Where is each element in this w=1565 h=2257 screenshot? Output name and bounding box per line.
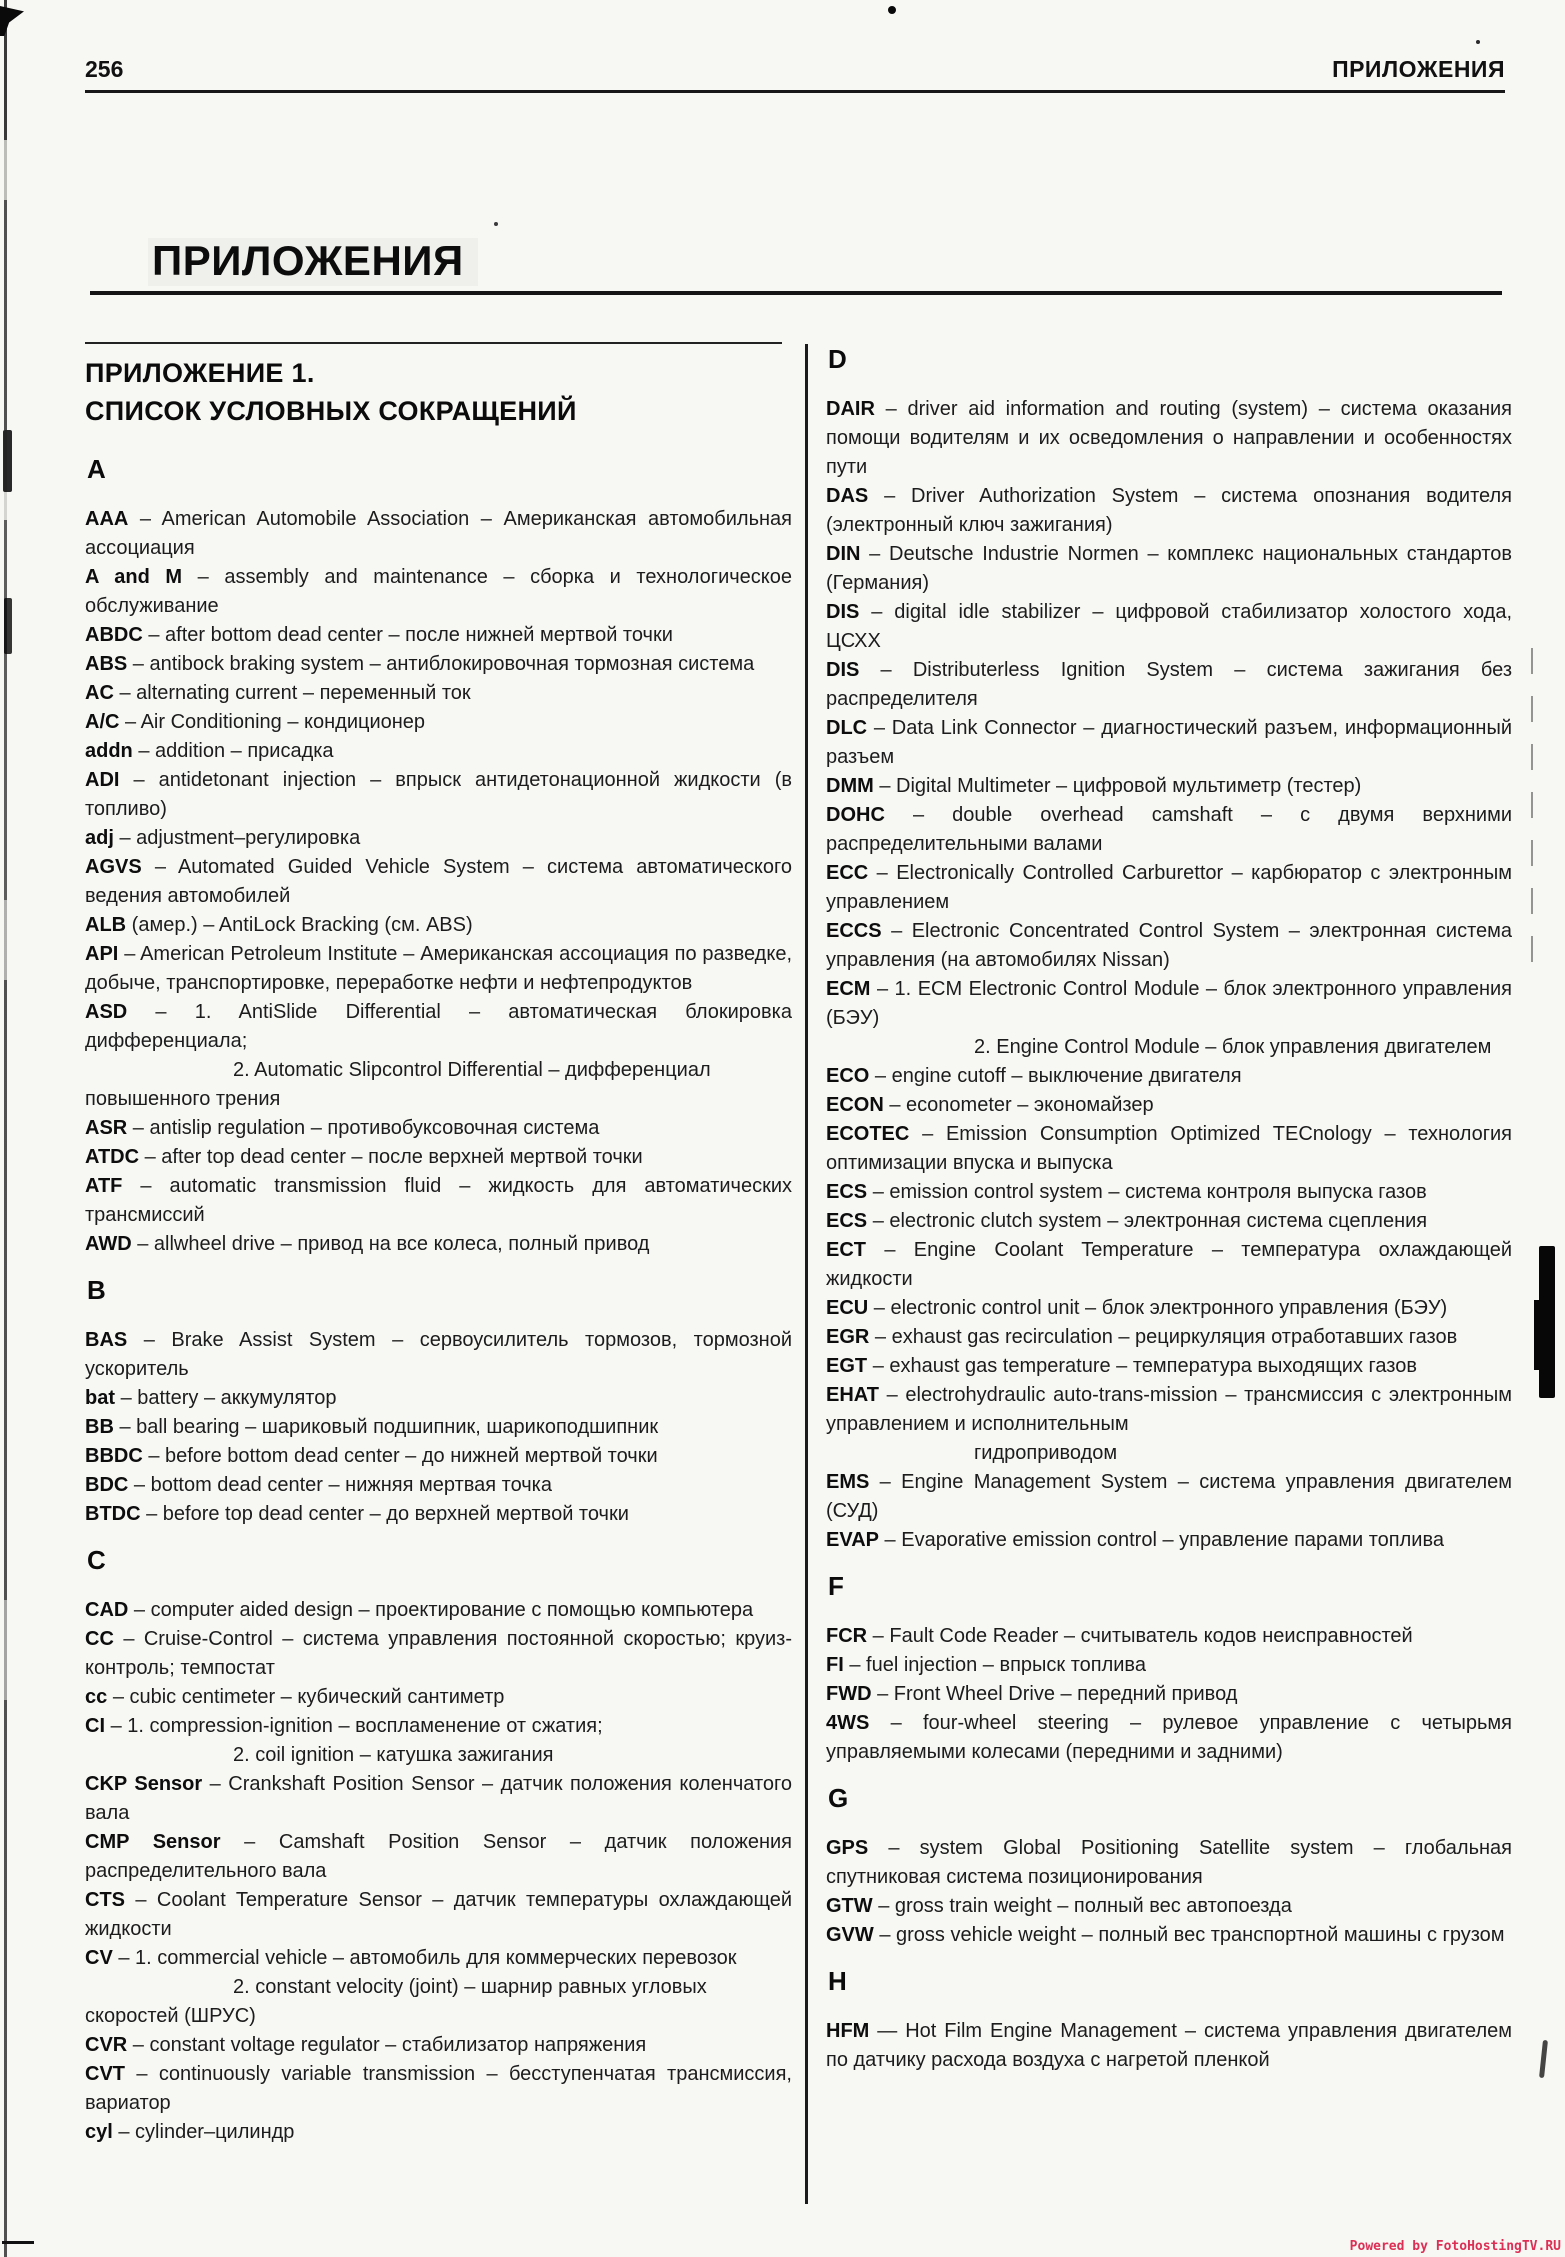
letter-section bbox=[85, 454, 792, 1259]
entry bbox=[826, 1921, 1512, 1950]
entry bbox=[826, 975, 1512, 1033]
entry-text: – electronic control unit – блок электронного управления (БЭУ) bbox=[873, 1297, 1448, 1319]
entry-text: – antislip regulation – противобуксовочная система bbox=[132, 1117, 600, 1139]
entry bbox=[826, 714, 1512, 772]
entry bbox=[826, 1381, 1512, 1439]
entry-text: – digital idle stabilizer – цифровой стабилизатор холостого хода, ЦСХХ bbox=[826, 601, 1512, 652]
entry bbox=[85, 1326, 792, 1384]
entry bbox=[826, 1120, 1512, 1178]
entry bbox=[85, 853, 792, 911]
entry-abbr: GTW bbox=[826, 1895, 873, 1917]
entry bbox=[85, 1442, 792, 1471]
entry-text: – assembly and maintenance – сборка и технологическое обслуживание bbox=[85, 566, 793, 617]
entry-abbr: CVR bbox=[85, 2034, 128, 2056]
entry-text: – adjustment–регулировка bbox=[119, 827, 361, 849]
entry bbox=[85, 1596, 792, 1625]
entry bbox=[826, 656, 1512, 714]
scan-streak-right bbox=[1531, 648, 1533, 978]
entry-abbr: BAS bbox=[85, 1329, 128, 1351]
entry-text: – addition – присадка bbox=[138, 740, 334, 762]
entry-text: – American Automobile Association – Американская автомобильная ассоциация bbox=[85, 508, 793, 559]
entry-abbr: EHAT bbox=[826, 1384, 879, 1406]
entry bbox=[85, 679, 792, 708]
entry-text: – Crankshaft Position Sensor – датчик положения коленчатого вала bbox=[85, 1773, 792, 1824]
entry bbox=[85, 505, 792, 563]
entry bbox=[85, 1413, 792, 1442]
entry-text: – emission control system – система контроля выпуска газов bbox=[872, 1181, 1427, 1203]
entry bbox=[826, 1207, 1512, 1236]
entry-abbr: CAD bbox=[85, 1599, 129, 1621]
entry-abbr: DIS bbox=[826, 601, 860, 623]
letter-section bbox=[826, 344, 1512, 1555]
entry-text: – ball bearing – шариковый подшипник, шарикоподшипник bbox=[119, 1416, 659, 1438]
entry-continuation: гидроприводом bbox=[974, 1442, 1118, 1464]
entry-text: – driver aid information and routing (system) – система оказания помощи водителям и их осведомления о направлении и особенностях пути bbox=[826, 398, 1512, 478]
section-letter: A bbox=[87, 454, 106, 484]
letter-section bbox=[826, 1783, 1512, 1950]
entry-text: – antibock braking system – антиблокировочная тормозная система bbox=[132, 653, 755, 675]
section-letter: C bbox=[87, 1545, 106, 1575]
entry-text: – Emission Consumption Optimized TECnology – технология оптимизации впуска и выпуска bbox=[826, 1123, 1513, 1174]
section-letter: G bbox=[828, 1783, 849, 1813]
entry-abbr: cc bbox=[85, 1686, 108, 1708]
entry-text: – automatic transmission fluid – жидкость для автоматических трансмиссий bbox=[85, 1175, 793, 1226]
entry-abbr: AGVS bbox=[85, 856, 142, 878]
entry-abbr: cyl bbox=[85, 2121, 113, 2143]
binding-edge-artifact bbox=[4, 0, 7, 2257]
entry bbox=[85, 563, 792, 621]
entry-abbr: AAA bbox=[85, 508, 129, 530]
entry-abbr: FI bbox=[826, 1654, 844, 1676]
entry-abbr: FWD bbox=[826, 1683, 872, 1705]
entry-text: – econometer – экономайзер bbox=[889, 1094, 1154, 1116]
entry bbox=[85, 737, 792, 766]
entry-text: – gross train weight – полный вес автопоезда bbox=[878, 1895, 1292, 1917]
entry-text: – system Global Positioning Satellite system – глобальная спутниковая система позиционирования bbox=[826, 1837, 1512, 1888]
entry-text: – allwheel drive – привод на все колеса, полный привод bbox=[137, 1233, 650, 1255]
scan-squiggle-right bbox=[1539, 2040, 1548, 2078]
entry bbox=[826, 1834, 1512, 1892]
entry-continuation: 2. coil ignition – катушка зажигания bbox=[233, 1744, 554, 1766]
entry-text: – Digital Multimeter – цифровой мультиметр (тестер) bbox=[879, 775, 1362, 797]
entry bbox=[826, 1651, 1512, 1680]
entry bbox=[85, 1770, 792, 1828]
scan-speck-top-center bbox=[888, 6, 896, 14]
scan-blotch-right-bar bbox=[1539, 1246, 1555, 1398]
entry-abbr: GPS bbox=[826, 1837, 869, 1859]
left-column bbox=[85, 338, 792, 2147]
entry bbox=[85, 1230, 792, 1259]
entry-text: – double overhead camshaft – с двумя верхними распределительными валами bbox=[826, 804, 1512, 855]
entry bbox=[826, 540, 1512, 598]
entry-abbr: ECC bbox=[826, 862, 869, 884]
scan-speck-top-right bbox=[1476, 40, 1480, 44]
entry-abbr: AWD bbox=[85, 1233, 132, 1255]
entry-abbr: ABS bbox=[85, 653, 128, 675]
entry-text: – Deutsche Industrie Normen – комплекс национальных стандартов (Германия) bbox=[826, 543, 1513, 594]
entry-text: – computer aided design – проектирование с помощью компьютера bbox=[133, 1599, 754, 1621]
entry-abbr: GVW bbox=[826, 1924, 874, 1946]
entry bbox=[826, 1468, 1512, 1526]
entry-text: – fuel injection – впрыск топлива bbox=[849, 1654, 1146, 1676]
scan-blotch-top-left bbox=[0, 6, 24, 36]
entry-abbr: DMM bbox=[826, 775, 874, 797]
entry bbox=[826, 2017, 1512, 2075]
section-letter: B bbox=[87, 1275, 106, 1305]
entry-abbr: ECCS bbox=[826, 920, 882, 942]
entry-abbr: ECU bbox=[826, 1297, 869, 1319]
entry bbox=[85, 2031, 792, 2060]
appendix-heading-line1: ПРИЛОЖЕНИЕ 1. bbox=[85, 358, 315, 388]
entry-text: – Brake Assist System – сервоусилитель тормозов, тормозной ускоритель bbox=[85, 1329, 792, 1380]
entry-text: – 1. AntiSlide Differential – автоматическая блокировка дифференциала; bbox=[85, 1001, 792, 1052]
entry-text: – Fault Code Reader – считыватель кодов неисправностей bbox=[872, 1625, 1413, 1647]
entry-abbr: DOHC bbox=[826, 804, 885, 826]
entry-abbr: CTS bbox=[85, 1889, 125, 1911]
scan-blotch-right-notch bbox=[1534, 1300, 1540, 1370]
entry bbox=[85, 2118, 792, 2147]
entry-text: – Automated Guided Vehicle System – система автоматического ведения автомобилей bbox=[85, 856, 792, 907]
entry-text: – before bottom dead center – до нижней мертвой точки bbox=[148, 1445, 658, 1467]
entry-text: – electronic clutch system – электронная система сцепления bbox=[872, 1210, 1428, 1232]
entry-abbr: 4WS bbox=[826, 1712, 870, 1734]
entry-abbr: addn bbox=[85, 740, 133, 762]
entry-abbr: adj bbox=[85, 827, 114, 849]
entry-abbr: A and M bbox=[85, 566, 183, 588]
entry bbox=[826, 1236, 1512, 1294]
entry-text: (амер.) – AntiLock Bracking (см. ABS) bbox=[131, 914, 473, 936]
entry-abbr: ECO bbox=[826, 1065, 870, 1087]
title-rule bbox=[90, 291, 1502, 295]
entry-abbr: EGR bbox=[826, 1326, 870, 1348]
entry bbox=[826, 1352, 1512, 1381]
entry-text: – electrohydraulic auto-trans-mission – трансмиссия с электронным управлением и исполнительным bbox=[826, 1384, 1512, 1435]
scan-speck-mid bbox=[494, 222, 498, 226]
entry-text: – cubic centimeter – кубический сантиметр bbox=[112, 1686, 505, 1708]
entry bbox=[826, 1622, 1512, 1651]
entry bbox=[826, 1680, 1512, 1709]
entry bbox=[85, 824, 792, 853]
entry bbox=[826, 801, 1512, 859]
entry-text: – Distributerless Ignition System – система зажигания без распределителя bbox=[826, 659, 1512, 710]
entry-text: – Electronically Controlled Carburettor – карбюратор с электронным управлением bbox=[826, 862, 1512, 913]
entry-text: – after bottom dead center – после нижней мертвой точки bbox=[148, 624, 673, 646]
entry bbox=[85, 766, 792, 824]
entry bbox=[85, 1471, 792, 1500]
page-title: ПРИЛОЖЕНИЯ bbox=[148, 238, 478, 286]
entry bbox=[826, 1323, 1512, 1352]
entry-text: – exhaust gas temperature – температура выходящих газов bbox=[872, 1355, 1417, 1377]
entry-abbr: BDC bbox=[85, 1474, 129, 1496]
entry bbox=[826, 1294, 1512, 1323]
entry-text: – Evaporative emission control – управление парами топлива bbox=[884, 1529, 1444, 1551]
appendix-heading-line2: СПИСОК УСЛОВНЫХ СОКРАЩЕНИЙ bbox=[85, 396, 577, 426]
entry-abbr: ECS bbox=[826, 1181, 868, 1203]
entry-text: – continuously variable transmission – бесступенчатая трансмиссия, вариатор bbox=[85, 2063, 792, 2114]
entry-abbr: BTDC bbox=[85, 1503, 141, 1525]
entry bbox=[826, 1709, 1512, 1767]
running-header bbox=[85, 56, 1505, 86]
page-number: 256 bbox=[85, 56, 124, 82]
left-column-sections bbox=[85, 454, 792, 2147]
section-letter: H bbox=[828, 1966, 847, 1996]
entry-abbr: DIN bbox=[826, 543, 861, 565]
entry-abbr: ABDC bbox=[85, 624, 143, 646]
entry bbox=[826, 598, 1512, 656]
entry-abbr: BB bbox=[85, 1416, 114, 1438]
entry-abbr: DAS bbox=[826, 485, 869, 507]
entry-text: – bottom dead center – нижняя мертвая точка bbox=[133, 1474, 552, 1496]
entry-abbr: ASD bbox=[85, 1001, 128, 1023]
entry-text: – Driver Authorization System – система опознания водителя (электронный ключ зажигания) bbox=[826, 485, 1512, 536]
letter-section bbox=[85, 1545, 792, 2147]
entry bbox=[85, 1683, 792, 1712]
entry-abbr: CMP Sensor bbox=[85, 1831, 221, 1853]
entry-text: – before top dead center – до верхней мертвой точки bbox=[146, 1503, 629, 1525]
entry bbox=[826, 1062, 1512, 1091]
entry-continuation: 2. constant velocity (joint) – шарнир равных угловых скоростей (ШРУС) bbox=[85, 1976, 707, 2027]
entry-text: – four-wheel steering – рулевое управление с четырьмя управляемыми колесами (передними и задними) bbox=[826, 1712, 1513, 1763]
right-column bbox=[826, 338, 1512, 2075]
entry-abbr: EGT bbox=[826, 1355, 868, 1377]
scan-blotch-left-a bbox=[3, 430, 12, 492]
entry-abbr: FCR bbox=[826, 1625, 868, 1647]
entry-text: – after top dead center – после верхней мертвой точки bbox=[144, 1146, 643, 1168]
entry bbox=[85, 708, 792, 737]
appendix-heading bbox=[85, 354, 792, 430]
entry-abbr: BBDC bbox=[85, 1445, 143, 1467]
entry-abbr: A/C bbox=[85, 711, 120, 733]
letter-section bbox=[85, 1275, 792, 1529]
entry bbox=[85, 1712, 792, 1741]
scan-blotch-left-b bbox=[4, 598, 12, 654]
entry bbox=[85, 1828, 792, 1886]
entry-abbr: ADI bbox=[85, 769, 120, 791]
entry-text: – engine cutoff – выключение двигателя bbox=[874, 1065, 1242, 1087]
entry bbox=[85, 621, 792, 650]
entry-text: – Cruise-Control – система управления постоянной скоростью; круиз-контроль; темпостат bbox=[85, 1628, 792, 1679]
entry-abbr: ALB bbox=[85, 914, 127, 936]
entry-abbr: bat bbox=[85, 1387, 115, 1409]
entry-text: – constant voltage regulator – стабилизатор напряжения bbox=[132, 2034, 647, 2056]
entry-abbr: DAIR bbox=[826, 398, 875, 420]
entry-continuation: 2. Automatic Slipcontrol Differential – дифференциал повышенного трения bbox=[85, 1059, 711, 1110]
entry bbox=[85, 1384, 792, 1413]
entry-abbr: ECM bbox=[826, 978, 871, 1000]
entry-text: – antidetonant injection – впрыск антидетонационной жидкости (в топливо) bbox=[85, 769, 792, 820]
entry bbox=[85, 2060, 792, 2118]
letter-section bbox=[826, 1571, 1512, 1767]
entry-text: – exhaust gas recirculation – рециркуляция отработавших газов bbox=[874, 1326, 1458, 1348]
appendix-heading-rule bbox=[85, 342, 782, 344]
entry-text: – Camshaft Position Sensor – датчик положения распределительного вала bbox=[85, 1831, 792, 1882]
entry-text: – alternating current – переменный ток bbox=[119, 682, 471, 704]
entry-continuation: 2. Engine Control Module – блок управления двигателем bbox=[974, 1036, 1492, 1058]
entry-abbr: ECOTEC bbox=[826, 1123, 910, 1145]
entry-abbr: EMS bbox=[826, 1471, 870, 1493]
entry bbox=[826, 1091, 1512, 1120]
running-header-title: ПРИЛОЖЕНИЯ bbox=[1332, 56, 1505, 82]
entry-text: – Front Wheel Drive – передний привод bbox=[877, 1683, 1238, 1705]
entry-text: – Coolant Temperature Sensor – датчик температуры охлаждающей жидкости bbox=[85, 1889, 792, 1940]
entry-abbr: ATDC bbox=[85, 1146, 140, 1168]
scan-mark-bottom-left bbox=[2, 2241, 34, 2244]
entry-abbr: CKP Sensor bbox=[85, 1773, 203, 1795]
entry bbox=[85, 1944, 792, 1973]
entry-abbr: DIS bbox=[826, 659, 860, 681]
entry-abbr: HFM bbox=[826, 2020, 870, 2042]
entry bbox=[85, 1143, 792, 1172]
entry-abbr: ECT bbox=[826, 1239, 866, 1261]
entry bbox=[826, 1178, 1512, 1207]
entry bbox=[85, 1172, 792, 1230]
entry-abbr: ECON bbox=[826, 1094, 884, 1116]
entry bbox=[826, 1892, 1512, 1921]
entry-text: – 1. commercial vehicle – автомобиль для коммерческих перевозок bbox=[118, 1947, 737, 1969]
entry-text: — Hot Film Engine Management – система управления двигателем по датчику расхода воздуха с нагретой пленкой bbox=[826, 2020, 1512, 2071]
entry bbox=[826, 1526, 1512, 1555]
entry-abbr: API bbox=[85, 943, 119, 965]
entry bbox=[85, 1114, 792, 1143]
watermark-text: Powered by FotoHostingTV.RU bbox=[1349, 2239, 1561, 2254]
entry bbox=[85, 1886, 792, 1944]
entry bbox=[85, 1500, 792, 1529]
entry-text: – Data Link Connector – диагностический разъем, информационный разъем bbox=[826, 717, 1513, 768]
entry-text: – 1. ECM Electronic Control Module – блок электронного управления (БЭУ) bbox=[826, 978, 1513, 1029]
entry-abbr: CC bbox=[85, 1628, 114, 1650]
header-rule bbox=[85, 90, 1505, 93]
entry bbox=[85, 650, 792, 679]
entry-abbr: CV bbox=[85, 1947, 113, 1969]
entry-text: – American Petroleum Institute – Американская ассоциация по разведке, добыче, транспортировке, переработке нефти и нефтепродуктов bbox=[85, 943, 793, 994]
section-letter: F bbox=[828, 1571, 844, 1601]
entry-text: – battery – аккумулятор bbox=[120, 1387, 337, 1409]
entry-abbr: ASR bbox=[85, 1117, 128, 1139]
entry-text: – 1. compression-ignition – воспламенение от сжатия; bbox=[110, 1715, 603, 1737]
entry bbox=[85, 1625, 792, 1683]
entry-text: – cylinder–цилиндр bbox=[118, 2121, 295, 2143]
entry-abbr: EVAP bbox=[826, 1529, 879, 1551]
entry bbox=[826, 482, 1512, 540]
entry-abbr: ATF bbox=[85, 1175, 123, 1197]
entry bbox=[826, 772, 1512, 801]
entry bbox=[826, 395, 1512, 482]
entry-abbr: AC bbox=[85, 682, 114, 704]
entry bbox=[85, 998, 792, 1056]
entry-text: – gross vehicle weight – полный вес транспортной машины с грузом bbox=[879, 1924, 1505, 1946]
entry-text: – Engine Coolant Temperature – температура охлаждающей жидкости bbox=[826, 1239, 1512, 1290]
entry-text: – Air Conditioning – кондиционер bbox=[125, 711, 426, 733]
section-letter: D bbox=[828, 344, 847, 374]
entry-text: – Engine Management System – система управления двигателем (СУД) bbox=[826, 1471, 1512, 1522]
entry bbox=[826, 917, 1512, 975]
entry bbox=[85, 911, 792, 940]
column-divider bbox=[805, 344, 808, 2204]
entry-abbr: CI bbox=[85, 1715, 105, 1737]
letter-section bbox=[826, 1966, 1512, 2075]
entry-abbr: CVT bbox=[85, 2063, 125, 2085]
entry-text: – Electronic Concentrated Control System – электронная система управления (на автомобилях Nissan) bbox=[826, 920, 1512, 971]
entry bbox=[826, 859, 1512, 917]
right-column-sections bbox=[826, 344, 1512, 2075]
entry-abbr: DLC bbox=[826, 717, 868, 739]
entry-abbr: ECS bbox=[826, 1210, 868, 1232]
entry bbox=[85, 940, 792, 998]
